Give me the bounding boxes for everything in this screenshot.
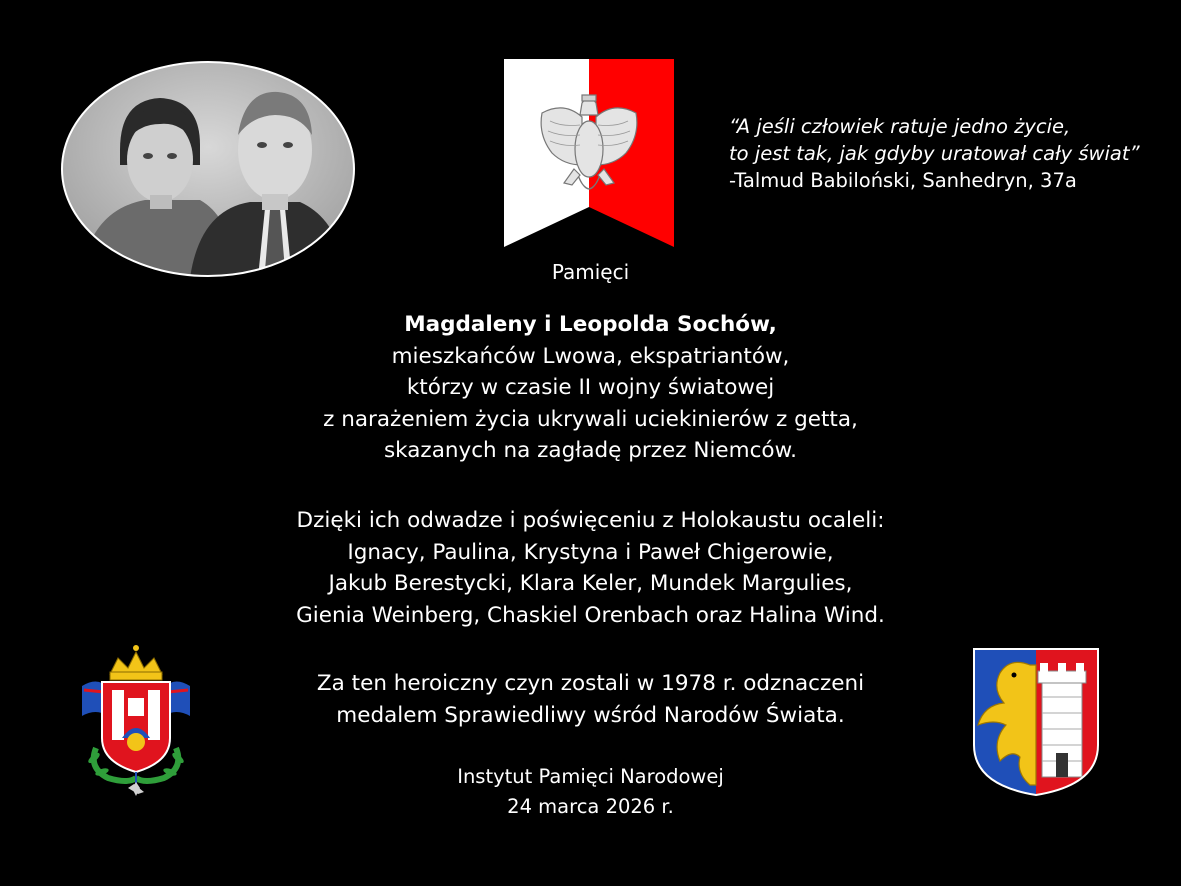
city-coat-of-arms-icon [78, 638, 194, 800]
quote-line-2: to jest tak, jak gdyby uratował cały świat” [729, 142, 1140, 165]
dedication-line: skazanych na zagładę przez Niemców. [383, 438, 798, 463]
page-heading: Pamięci [551, 260, 630, 284]
institution-name: Instytut Pamięci Narodowej [457, 765, 724, 788]
survivors-line: Ignacy, Paulina, Krystyna i Paweł Chigerowie, [347, 539, 834, 565]
award-line: medalem Sprawiedliwy wśród Narodów Świata. [336, 702, 845, 728]
dedication-line: mieszkańców Lwowa, ekspatriantów, [391, 343, 790, 369]
survivors-line: Jakub Berestycki, Klara Keler, Mundek Margulies, [328, 571, 853, 596]
quote-line-1: “A jeśli człowiek ratuje jedno życie, [729, 115, 1071, 138]
eagle-tower-coat-of-arms-icon [970, 645, 1102, 797]
signature-date: 24 marca 2026 r. [507, 795, 674, 818]
survivors-text [0, 505, 1181, 631]
award-line: Za ten heroiczny czyn zostali w 1978 r. odznaczeni [316, 671, 865, 696]
dedication-text [0, 309, 1181, 467]
couple-portrait-photo [60, 60, 356, 278]
survivors-line: Dzięki ich odwadze i poświęceniu z Holokaustu ocaleli: [296, 508, 885, 533]
dedication-line: z narażeniem życia ukrywali uciekinierów z getta, [323, 406, 858, 432]
talmud-quote [729, 113, 1159, 194]
survivors-line: Gienia Weinberg, Chaskiel Orenbach oraz Halina Wind. [296, 602, 885, 628]
polish-flag-eagle-banner [502, 57, 676, 247]
dedication-line: którzy w czasie II wojny światowej [406, 375, 775, 400]
quote-source: -Talmud Babiloński, Sanhedryn, 37a [729, 169, 1077, 192]
honoree-names: Magdaleny i Leopolda Sochów, [404, 312, 777, 337]
